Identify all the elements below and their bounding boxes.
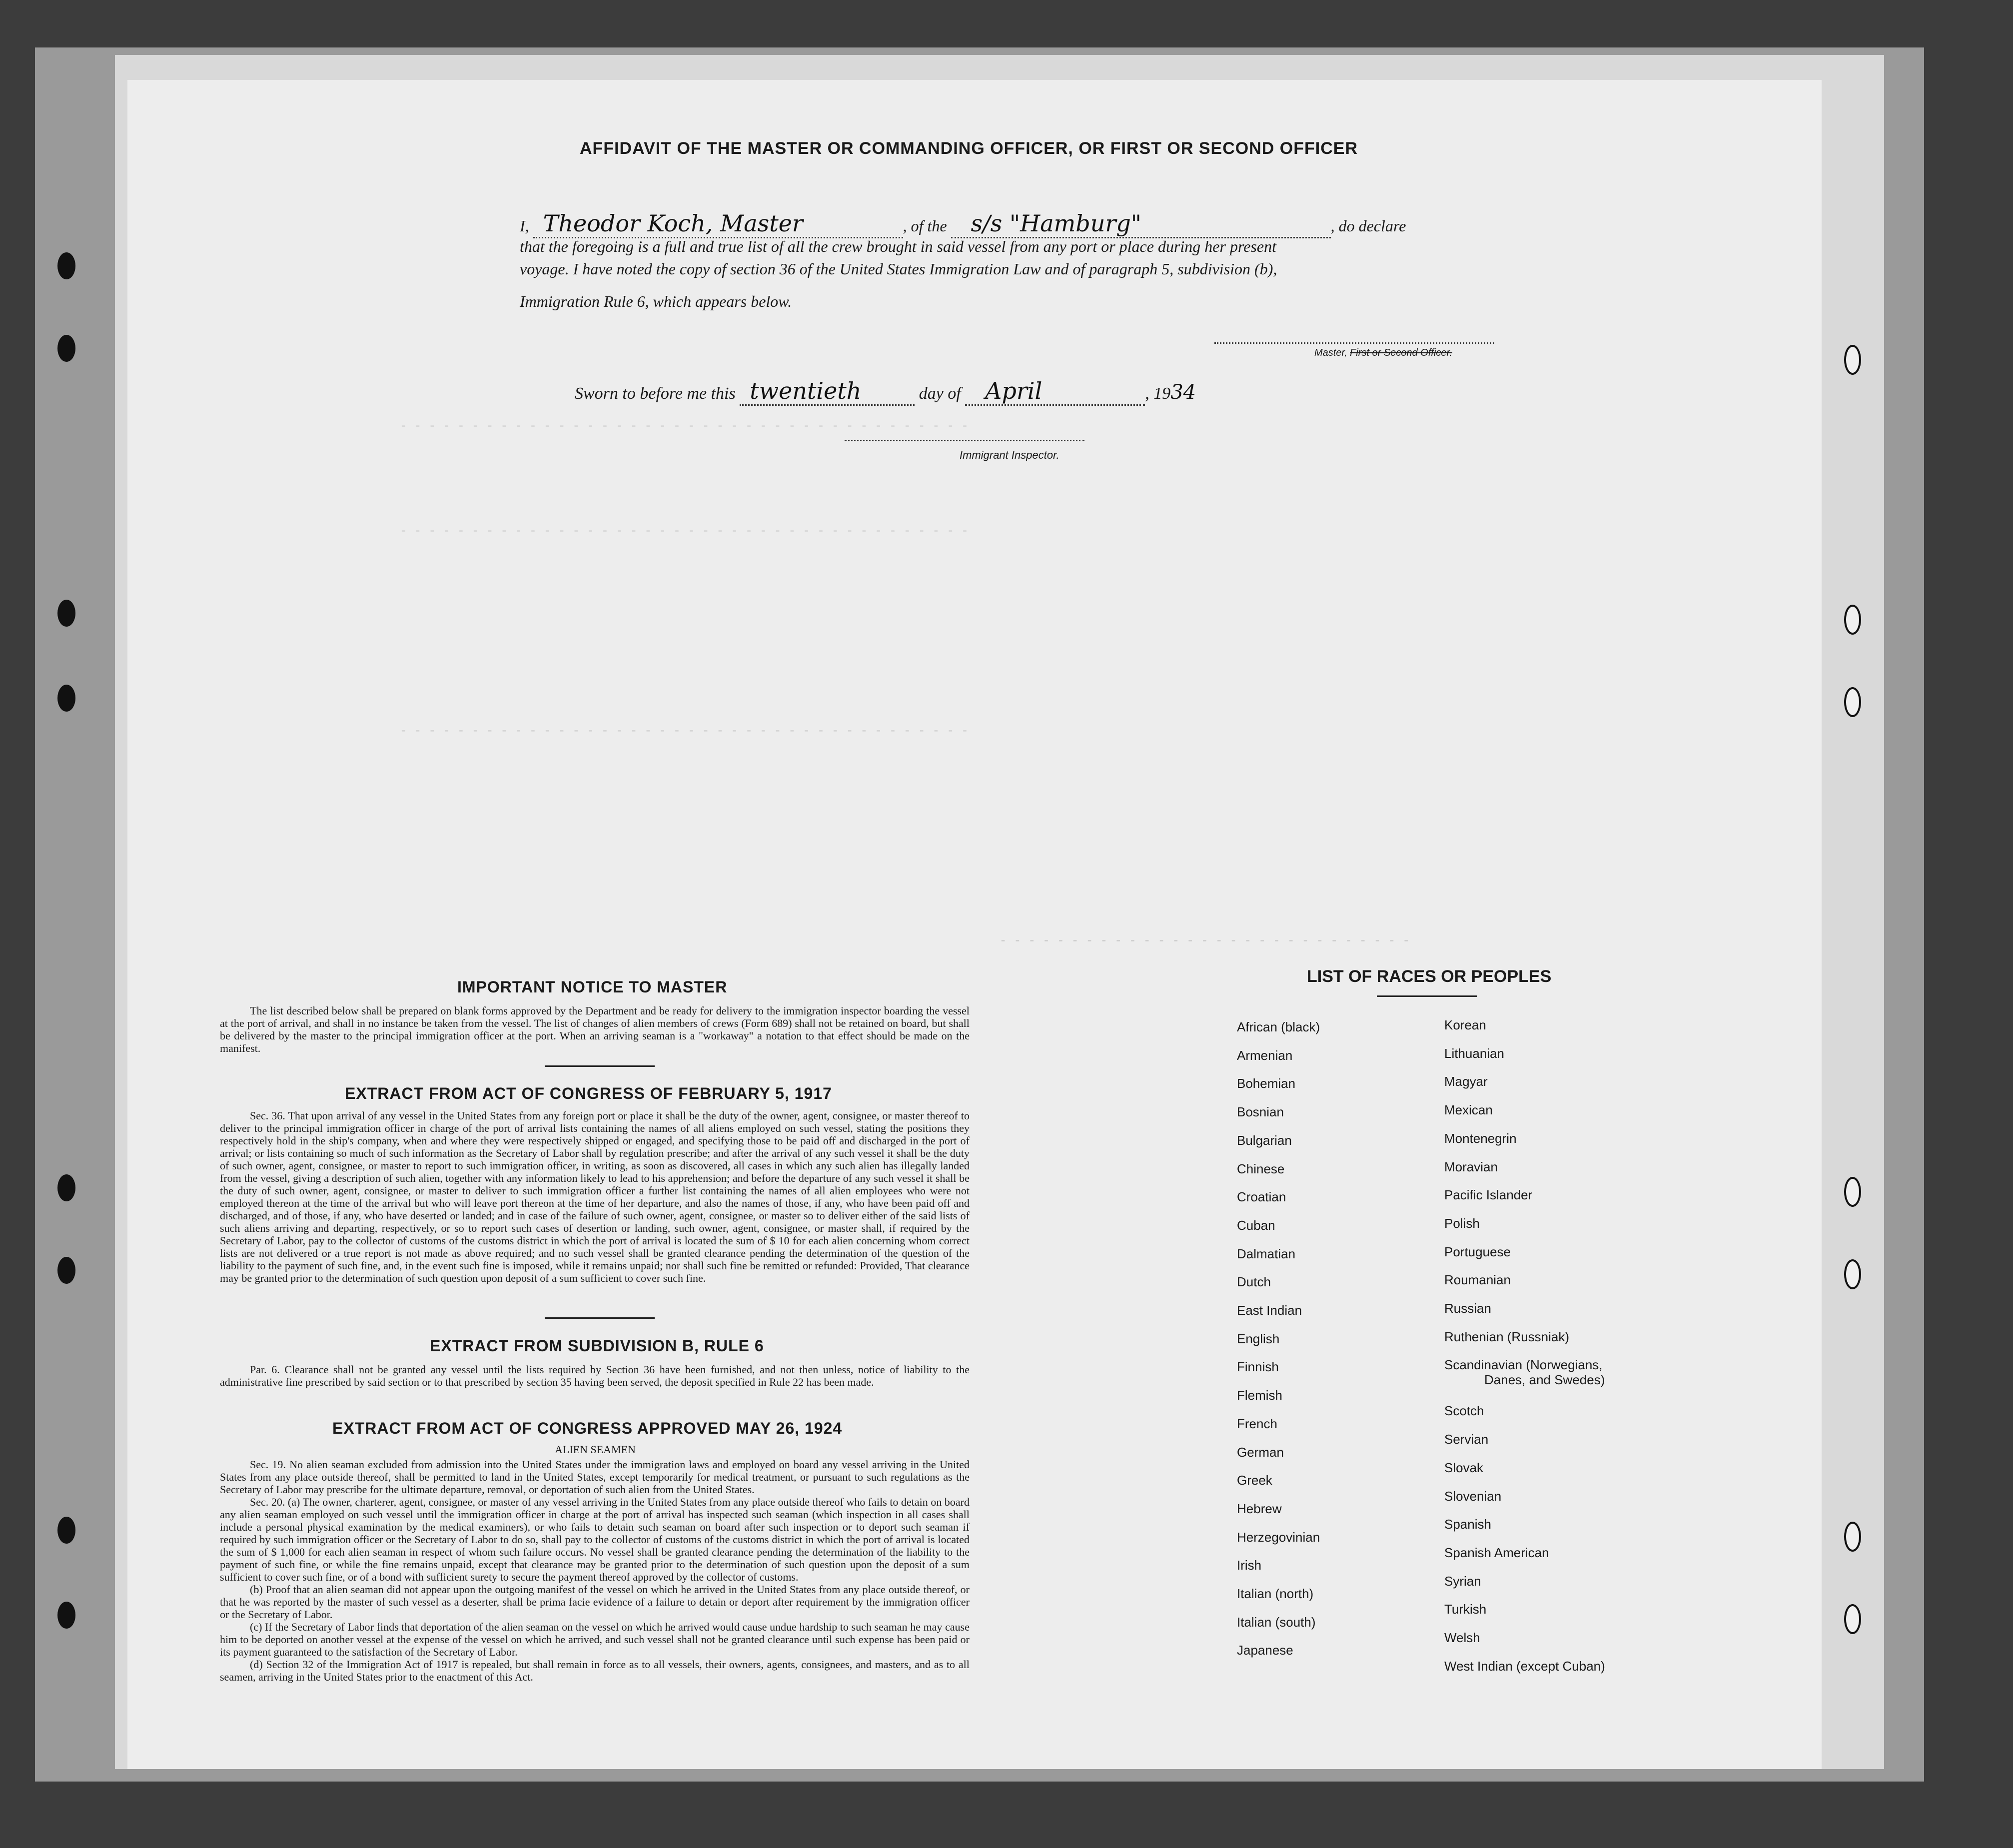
affidavit-title: AFFIDAVIT OF THE MASTER OR COMMANDING OFFICER, OR FIRST OR SECOND OFFICER (580, 139, 1358, 158)
race-item: Montenegrin (1444, 1130, 1517, 1146)
divider (545, 1065, 655, 1067)
affidavit-line-3: voyage. I have noted the copy of section 36 of the United States Immigration Law and of paragraph 5, subdivision (b), (520, 260, 1277, 278)
race-item: Danes, and Swedes) (1484, 1372, 1605, 1388)
rule6-title: EXTRACT FROM SUBDIVISION B, RULE 6 (430, 1337, 764, 1355)
inspector-caption: Immigrant Inspector. (960, 449, 1059, 461)
race-item: Welsh (1444, 1630, 1480, 1645)
race-item: Bosnian (1237, 1104, 1284, 1120)
binder-hole (57, 685, 75, 712)
label-of-the: , of the (903, 217, 947, 235)
race-item: Herzegovinian (1237, 1529, 1320, 1545)
affidavit-line-2: that the foregoing is a full and true list of all the crew brought in said vessel from any port or place during her present (520, 237, 1276, 255)
binder-hole (57, 1257, 75, 1284)
master-name: Theodor Koch, Master (533, 210, 903, 238)
race-item: Armenian (1237, 1047, 1293, 1063)
binder-hole (57, 600, 75, 627)
race-item: Slovenian (1444, 1488, 1502, 1504)
binder-hole (57, 1517, 75, 1544)
race-item: Spanish American (1444, 1545, 1549, 1560)
race-item: Flemish (1237, 1388, 1283, 1403)
race-item: Greek (1237, 1473, 1272, 1488)
race-item: West Indian (except Cuban) (1444, 1658, 1605, 1674)
extract-1924-subtitle: ALIEN SEAMEN (555, 1443, 636, 1456)
race-item: Dalmatian (1237, 1246, 1296, 1261)
day-of-label: day of (919, 384, 961, 403)
race-item: Japanese (1237, 1643, 1293, 1658)
race-item: Bulgarian (1237, 1132, 1292, 1148)
divider (545, 1317, 655, 1319)
inspector-signature-line (845, 440, 1084, 441)
sworn-label: Sworn to before me this (575, 384, 736, 403)
sec-19: Sec. 19. No alien seaman excluded from admission into the United States under the immigration laws and employed on board any vessel arriving in the United States from any place outside thereof, shall be permitted to land in the United States, except temporarily for medical treatment, or pursuant to such regulations as the Secretary of Labor may prescribe for the ultimate departure, removal, or deportation of such alien from the United States. (220, 1458, 970, 1496)
race-item: Lithuanian (1444, 1045, 1504, 1061)
binder-hole (1844, 1259, 1861, 1289)
sig-label-officer-struck: First or Second Officer. (1350, 347, 1453, 358)
race-item: Hebrew (1237, 1501, 1282, 1516)
binder-hole (1844, 1177, 1861, 1207)
race-item: East Indian (1237, 1303, 1302, 1318)
binder-hole (57, 1602, 75, 1629)
binder-hole (1844, 345, 1861, 375)
master-signature-line (1214, 342, 1494, 344)
label-do-declare: , do declare (1330, 217, 1406, 235)
rule6-text: Par. 6. Clearance shall not be granted any vessel until the lists required by Section 36 have been furnished, and not then unless, notice of liability to the administrative fine prescribed by said section or to that prescribed by section 35 having been served, the deposit specified in Rule 22 has been made. (220, 1363, 970, 1388)
year-prefix: , 19 (1145, 384, 1171, 403)
race-item: Finnish (1237, 1359, 1279, 1375)
race-item: Portuguese (1444, 1244, 1511, 1259)
sec-20c: (c) If the Secretary of Labor finds that deportation of the alien seaman on the vessel on which he arrived would cause undue hardship to such seaman he may cause him to be deported on another vessel at the expense of the vessel on which he arrived, and such vessel shall not be granted clearance until such expense has been paid or its payment guaranteed to the satisfaction of the Secretary of Labor. (220, 1621, 970, 1658)
binder-hole (1844, 1522, 1861, 1552)
sec-20a: Sec. 20. (a) The owner, charterer, agent, consignee, or master of any vessel arriving in the United States from any place outside thereof who fails to detain on board any alien seaman employed on such vessel until the immigration officer in charge at the port of arrival has inspected such seaman (which inspection in all cases shall include a personal physical examination by the medical examiners), or who fails to detain such seaman on board after such inspection or to deport such seaman if required by such immigration officer or the Secretary of Labor to do so, shall pay to the collector of customs of the customs district in which the port of arrival is located the sum of $ 1,000 for each alien seaman in respect of whom such failure occurs. No vessel shall be granted clearance pending the determination of the liability to the payment of such fine, or while the fine remains unpaid, except that clearance may be granted prior to the determination of such question upon the deposit of a sum sufficient to cover such fine, or of a bond with sufficient surety to secure the payment thereof approved by the collector of customs. (220, 1496, 970, 1583)
extract-1924-body (220, 1458, 970, 1683)
race-item: Servian (1444, 1432, 1489, 1447)
label-i: I, (520, 217, 529, 235)
race-item: Roumanian (1444, 1272, 1511, 1288)
race-item: Irish (1237, 1558, 1262, 1573)
year-suffix: 34 (1170, 381, 1196, 404)
sworn-line (575, 377, 1196, 406)
race-item: Magyar (1444, 1074, 1488, 1089)
race-item: Russian (1444, 1301, 1491, 1316)
notice-title: IMPORTANT NOTICE TO MASTER (457, 978, 728, 996)
sworn-month: April (965, 377, 1145, 406)
race-item: English (1237, 1331, 1280, 1346)
race-item: Scotch (1444, 1403, 1484, 1419)
signature-caption (1314, 347, 1452, 359)
vessel-name: s/s "Hamburg" (951, 210, 1331, 238)
race-item: Pacific Islander (1444, 1187, 1533, 1203)
binder-hole (1844, 1604, 1861, 1634)
sworn-day: twentieth (740, 377, 915, 406)
race-item: Korean (1444, 1017, 1486, 1032)
sec-20d: (d) Section 32 of the Immigration Act of 1917 is repealed, but shall remain in force as to all vessels, their owners, agents, consignees, and masters, and as to all seamen, arriving in the United States prior to the enactment of this Act. (220, 1658, 970, 1683)
race-item: Chinese (1237, 1161, 1285, 1176)
extract-1924-title: EXTRACT FROM ACT OF CONGRESS APPROVED MAY 26, 1924 (332, 1419, 843, 1437)
race-item: Cuban (1237, 1217, 1275, 1233)
extract-1917-text: Sec. 36. That upon arrival of any vessel in the United States from any foreign port or place it shall be the duty of the owner, agent, consignee, or master thereof to deliver to the principal immigration officer in charge of the port of arrival lists containing the names of all aliens employed on such vessel, stating the positions they respectively hold in the ship's company, when and where they were respectively shipped or engaged, and specifying those to be paid off and discharged in the port of arrival; or lists containing so much of such information as the Secretary of Labor shall by regulation prescribe; and after the arrival of any such vessel it shall be the duty of such owner, agent, consignee, or master to report to such immigration officer, in writing, as soon as discovered, all cases in which any such alien has illegally landed from the vessel, giving a description of such alien, together with any information likely to lead to his apprehension; and before the departure of any such vessel it shall be the duty of such owner, agent, consignee, or master to deliver to such immigration officer a further list containing the names of all alien employees who were not employed thereon at the time of the arrival but who will leave port thereon at the time of her departure, and also the names of those, if any, who have been paid off and discharged, and of those, if any, who have deserted or landed; and in case of the failure of such owner, agent, consignee, or master so to deliver either of the said lists of such aliens arriving and departing, respectively, or so to report such cases of desertion or landing, such owner, agent, consignee, or master shall, if required by the Secretary of Labor, pay to the collector of customs of the customs district in which the port of arrival is located the sum of $ 10 for each alien concerning whom correct lists are not delivered or a true report is not made as above required; and no such vessel shall be granted clearance pending the determination of the question of the liability to the payment of such fine, and, in the event such fine is imposed, while it remains unpaid; nor shall such fine be remitted or refunded: Provided, That clearance may be granted prior to the determination of such question upon deposit of a sum sufficient to cover such fine. (220, 1109, 970, 1284)
notice-text: The list described below shall be prepared on blank forms approved by the Department and be ready for delivery to the immigration inspector boarding the vessel at the port of arrival, and shall in no instance be taken from the vessel. The list of changes of alien members of crews (Form 689) shall not be retained on board, but shall be delivered by the master to the principal immigration officer at the port. When an arriving seaman is a "workaway" a notation to that effect should be made on the manifest. (220, 1004, 970, 1054)
binder-hole (57, 335, 75, 362)
race-item: Turkish (1444, 1602, 1487, 1617)
race-item: Scandinavian (Norwegians, (1444, 1357, 1603, 1373)
race-item: Mexican (1444, 1102, 1493, 1118)
sig-label-master: Master, (1314, 347, 1350, 358)
extract-1917-title: EXTRACT FROM ACT OF CONGRESS OF FEBRUARY 5, 1917 (345, 1084, 832, 1102)
race-item: French (1237, 1416, 1277, 1431)
race-item: Spanish (1444, 1517, 1491, 1532)
race-item: Italian (south) (1237, 1614, 1316, 1630)
race-item: Bohemian (1237, 1076, 1296, 1091)
sec-20b: (b) Proof that an alien seaman did not appear upon the outgoing manifest of the vessel on which he arrived in the United States from any place outside thereof, or that he was reported by the master of such vessel as a deserter, shall be prima facie evidence of a failure to detain or deport after requirement by the immigration officer or the Secretary of Labor. (220, 1583, 970, 1621)
race-item: German (1237, 1444, 1284, 1460)
binder-hole (57, 252, 75, 279)
binder-hole (1844, 605, 1861, 635)
race-item: Slovak (1444, 1460, 1484, 1475)
affidavit-line-4: Immigration Rule 6, which appears below. (520, 292, 792, 310)
race-item: Moravian (1444, 1159, 1498, 1174)
race-item: African (black) (1237, 1019, 1320, 1034)
race-item: Croatian (1237, 1189, 1286, 1205)
binder-hole (1844, 687, 1861, 717)
race-item: Polish (1444, 1215, 1480, 1231)
race-item: Dutch (1237, 1274, 1271, 1290)
race-item: Italian (north) (1237, 1586, 1314, 1601)
races-title: LIST OF RACES OR PEOPLES (1307, 967, 1552, 986)
affidavit-line-1 (520, 210, 1406, 238)
divider (1377, 995, 1477, 997)
binder-hole (57, 1174, 75, 1201)
race-item: Syrian (1444, 1573, 1481, 1589)
race-item: Ruthenian (Russniak) (1444, 1329, 1570, 1344)
